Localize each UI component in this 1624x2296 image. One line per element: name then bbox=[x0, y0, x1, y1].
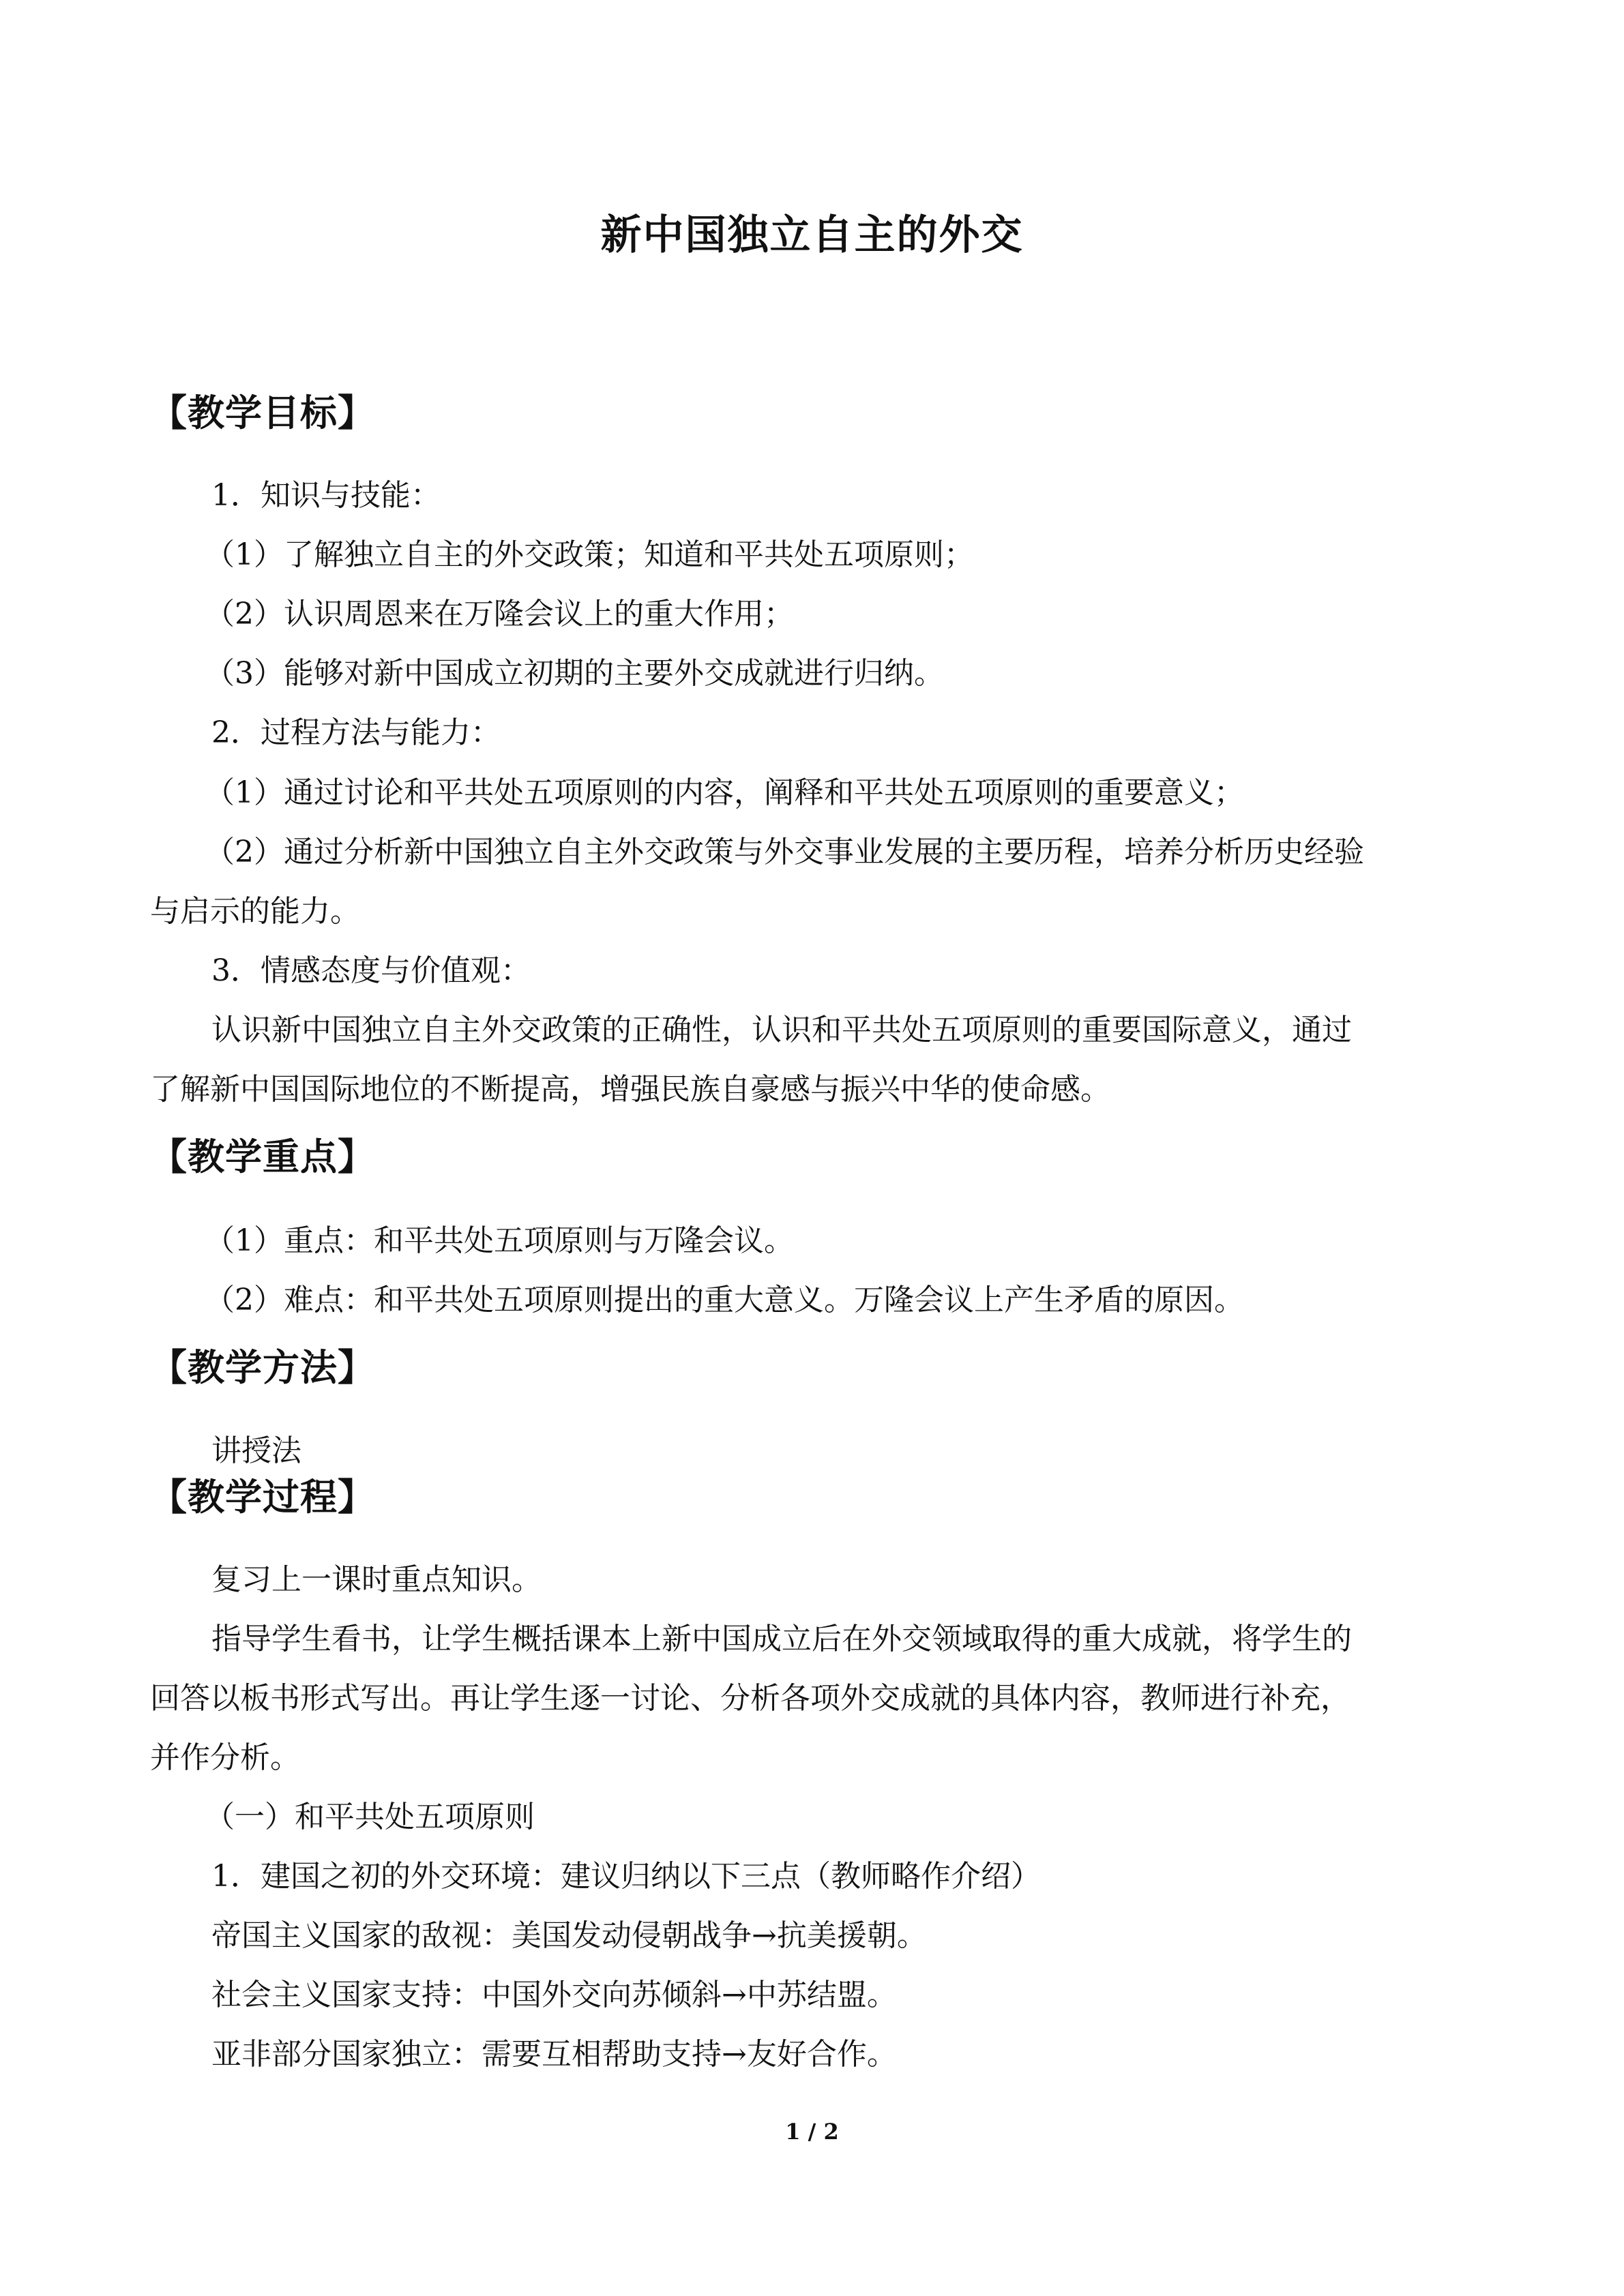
paragraph-line: 讲授法 bbox=[211, 1433, 301, 1468]
paragraph-line: （2）难点：和平共处五项原则提出的重大意义。万隆会议上产生矛盾的原因。 bbox=[205, 1283, 1244, 1317]
paragraph-line: 复习上一课时重点知识。 bbox=[211, 1562, 542, 1597]
paragraph-line: （一）和平共处五项原则 bbox=[205, 1800, 535, 1834]
paragraph-line: 2．过程方法与能力： bbox=[211, 715, 501, 750]
paragraph-line: 社会主义国家支持：中国外交向苏倾斜→中苏结盟。 bbox=[211, 1978, 897, 2012]
page-number: 1 / 2 bbox=[785, 2119, 839, 2145]
paragraph-line: 3．情感态度与价值观： bbox=[211, 953, 531, 988]
paragraph-line: 与启示的能力。 bbox=[150, 894, 360, 929]
section-heading-key-points: 【教学重点】 bbox=[150, 1135, 375, 1178]
paragraph-line: 帝国主义国家的敌视：美国发动侵朝战争→抗美援朝。 bbox=[211, 1918, 927, 1953]
paragraph-line: 指导学生看书，让学生概括课本上新中国成立后在外交领域取得的重大成就，将学生的 bbox=[211, 1622, 1352, 1656]
paragraph-line: （1）重点：和平共处五项原则与万隆会议。 bbox=[205, 1223, 794, 1258]
section-heading-objectives: 【教学目标】 bbox=[150, 391, 375, 434]
paragraph-line: 回答以板书形式写出。再让学生逐一讨论、分析各项外交成就的具体内容，教师进行补充， bbox=[150, 1681, 1350, 1716]
paragraph-line: 1．建国之初的外交环境：建议归纳以下三点（教师略作介绍） bbox=[211, 1859, 1041, 1894]
paragraph-line: 1．知识与技能： bbox=[211, 478, 441, 513]
page-title: 新中国独立自主的外交 bbox=[600, 211, 1024, 259]
paragraph-line: （2）通过分析新中国独立自主外交政策与外交事业发展的主要历程，培养分析历史经验 bbox=[205, 835, 1364, 869]
section-heading-process: 【教学过程】 bbox=[150, 1476, 375, 1519]
paragraph-line: （1）了解独立自主的外交政策；知道和平共处五项原则； bbox=[205, 537, 974, 572]
paragraph-line: （2）认识周恩来在万隆会议上的重大作用； bbox=[205, 597, 794, 631]
paragraph-line: （1）通过讨论和平共处五项原则的内容，阐释和平共处五项原则的重要意义； bbox=[205, 775, 1244, 810]
section-heading-methods: 【教学方法】 bbox=[150, 1346, 375, 1389]
paragraph-line: 认识新中国独立自主外交政策的正确性，认识和平共处五项原则的重要国际意义，通过 bbox=[211, 1013, 1352, 1047]
paragraph-line: 了解新中国国际地位的不断提高，增强民族自豪感与振兴中华的使命感。 bbox=[150, 1072, 1110, 1107]
paragraph-line: （3）能够对新中国成立初期的主要外交成就进行归纳。 bbox=[205, 656, 944, 691]
paragraph-line: 并作分析。 bbox=[150, 1740, 300, 1775]
paragraph-line: 亚非部分国家独立：需要互相帮助支持→友好合作。 bbox=[211, 2037, 897, 2072]
